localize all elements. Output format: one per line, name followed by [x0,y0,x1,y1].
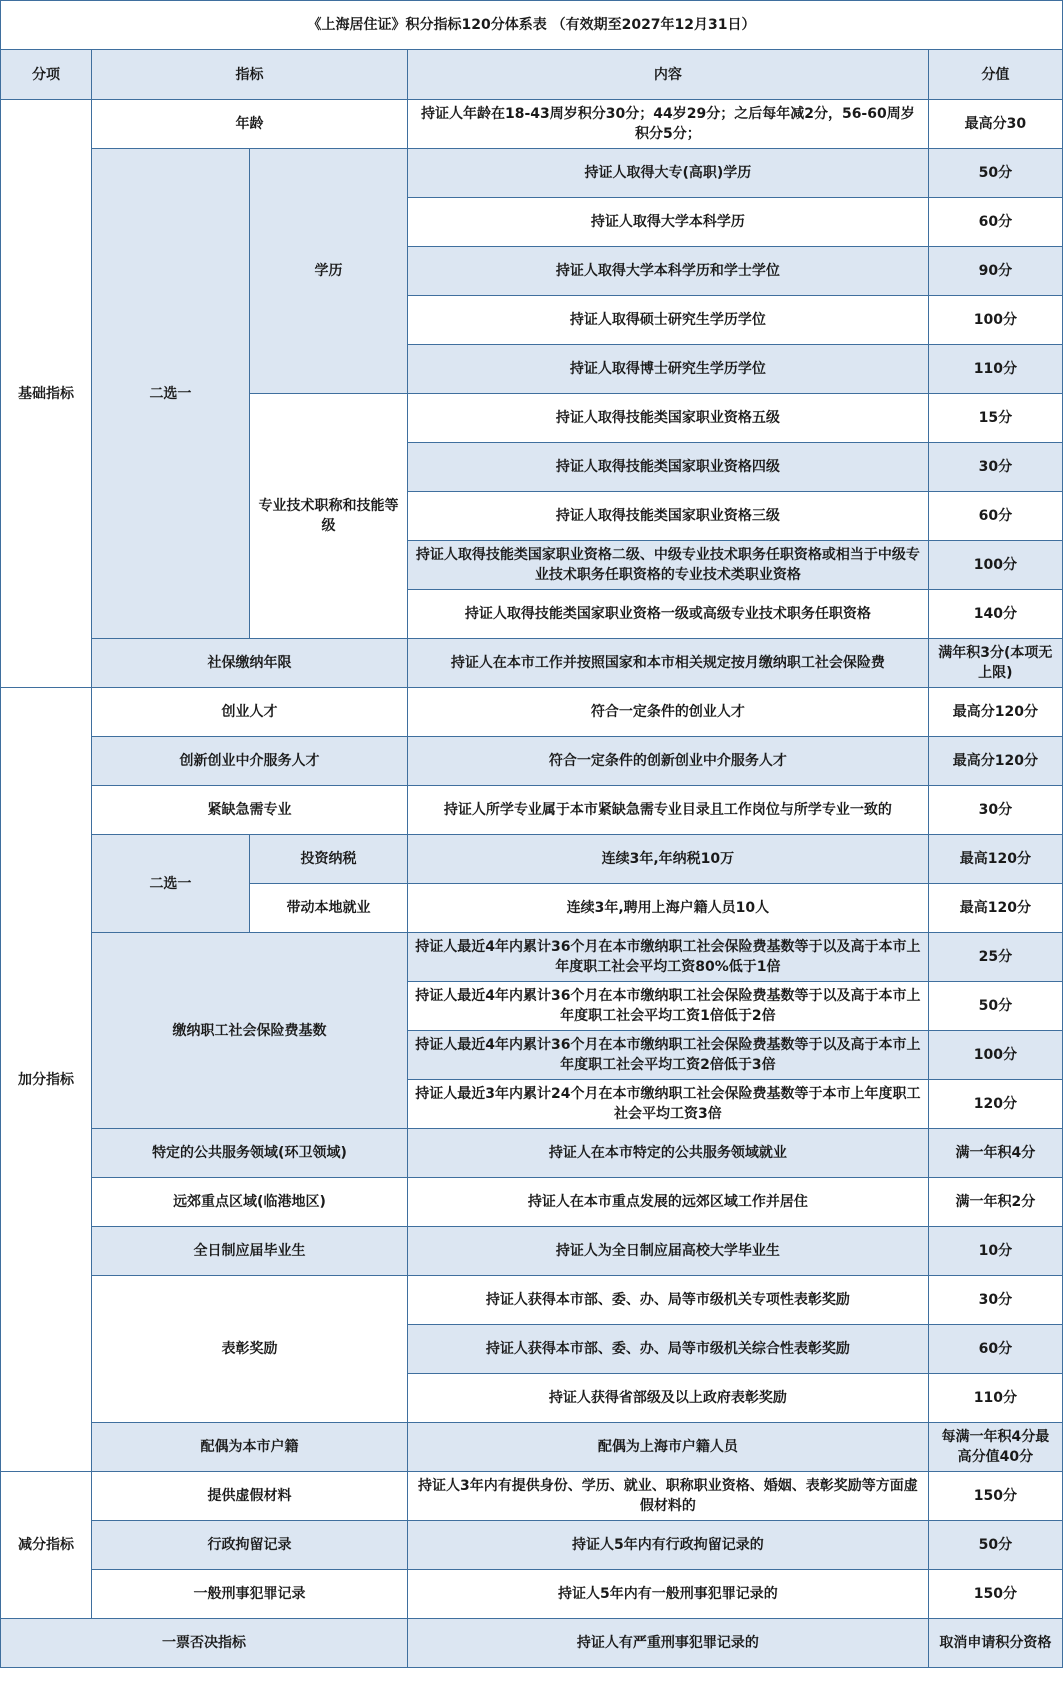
category-bonus: 加分指标 [1,688,92,1472]
score-cell: 满一年积2分 [928,1178,1062,1227]
content-cell: 持证人最近4年内累计36个月在本市缴纳职工社会保险费基数等于以及高于本市上年度职工社会平均工资2倍低于3倍 [408,1031,929,1080]
score-cell: 10分 [928,1227,1062,1276]
content-cell: 持证人在本市工作并按照国家和本市相关规定按月缴纳职工社会保险费 [408,639,929,688]
content-cell: 持证人获得本市部、委、办、局等市级机关专项性表彰奖励 [408,1276,929,1325]
table-title: 《上海居住证》积分指标120分体系表 （有效期至2027年12月31日） [1,1,1063,50]
indicator-social-insurance-years: 社保缴纳年限 [91,639,407,688]
score-cell: 50分 [928,982,1062,1031]
content-cell: 持证人取得技能类国家职业资格四级 [408,443,929,492]
table-row [1,786,1063,835]
score-cell: 90分 [928,247,1062,296]
table-row [1,835,1063,884]
content-cell: 持证人在本市重点发展的远郊区域工作并居住 [408,1178,929,1227]
content-cell: 持证人3年内有提供身份、学历、就业、职称职业资格、婚姻、表彰奖励等方面虚假材料的 [408,1472,929,1521]
indicator-insurance-base: 缴纳职工社会保险费基数 [91,933,407,1129]
table-row [1,1619,1063,1668]
table-row [1,639,1063,688]
indicator-shortage-major: 紧缺急需专业 [91,786,407,835]
score-cell: 最高120分 [928,884,1062,933]
score-cell: 最高分120分 [928,688,1062,737]
score-cell: 150分 [928,1472,1062,1521]
content-cell: 配偶为上海市户籍人员 [408,1423,929,1472]
indicator-investment: 投资纳税 [249,835,407,884]
table-row [1,149,1063,198]
indicator-false-material: 提供虚假材料 [91,1472,407,1521]
content-cell: 持证人最近4年内累计36个月在本市缴纳职工社会保险费基数等于以及高于本市上年度职工社会平均工资1倍低于2倍 [408,982,929,1031]
table-row [1,1423,1063,1472]
score-cell: 每满一年积4分最高分值40分 [928,1423,1062,1472]
table-row [1,1570,1063,1619]
indicator-education: 学历 [249,149,407,394]
score-cell: 110分 [928,345,1062,394]
content-cell: 符合一定条件的创业人才 [408,688,929,737]
content-cell: 持证人最近3年内累计24个月在本市缴纳职工社会保险费基数等于本市上年度职工社会平均工资3倍 [408,1080,929,1129]
content-cell: 持证人取得技能类国家职业资格一级或高级专业技术职务任职资格 [408,590,929,639]
indicator-criminal: 一般刑事犯罪记录 [91,1570,407,1619]
indicator-skills: 专业技术职称和技能等级 [249,394,407,639]
content-cell: 持证人为全日制应届高校大学毕业生 [408,1227,929,1276]
content-cell: 持证人所学专业属于本市紧缺急需专业目录且工作岗位与所学专业一致的 [408,786,929,835]
table-row [1,1276,1063,1325]
indicator-employment: 带动本地就业 [249,884,407,933]
score-age: 最高分30 [928,100,1062,149]
content-cell: 连续3年,年纳税10万 [408,835,929,884]
indicator-public-service: 特定的公共服务领域(环卫领域) [91,1129,407,1178]
indicator-spouse: 配偶为本市户籍 [91,1423,407,1472]
content-cell: 持证人最近4年内累计36个月在本市缴纳职工社会保险费基数等于以及高于本市上年度职工社会平均工资80%低于1倍 [408,933,929,982]
basic-choose-one: 二选一 [91,149,249,639]
content-cell: 持证人取得技能类国家职业资格五级 [408,394,929,443]
category-deduction: 减分指标 [1,1472,92,1619]
score-cell: 满年积3分(本项无上限) [928,639,1062,688]
score-cell: 100分 [928,1031,1062,1080]
content-cell: 符合一定条件的创新创业中介服务人才 [408,737,929,786]
score-cell: 60分 [928,1325,1062,1374]
score-cell: 最高120分 [928,835,1062,884]
indicator-veto: 一票否决指标 [1,1619,408,1668]
header-content: 内容 [408,50,929,100]
score-cell: 25分 [928,933,1062,982]
content-cell: 持证人取得大专(高职)学历 [408,149,929,198]
bonus-choose-one: 二选一 [91,835,249,933]
score-cell: 120分 [928,1080,1062,1129]
score-cell: 60分 [928,492,1062,541]
table-row [1,1521,1063,1570]
content-cell: 持证人取得博士研究生学历学位 [408,345,929,394]
indicator-detention: 行政拘留记录 [91,1521,407,1570]
score-cell: 100分 [928,296,1062,345]
category-basic: 基础指标 [1,100,92,688]
content-cell: 持证人获得本市部、委、办、局等市级机关综合性表彰奖励 [408,1325,929,1374]
content-age: 持证人年龄在18-43周岁积分30分；44岁29分；之后每年减2分，56-60周岁积分5分； [408,100,929,149]
table-row [1,933,1063,982]
table-row [1,1472,1063,1521]
content-cell: 持证人取得大学本科学历 [408,198,929,247]
score-cell: 50分 [928,149,1062,198]
table-row [1,737,1063,786]
content-cell: 持证人5年内有一般刑事犯罪记录的 [408,1570,929,1619]
content-cell: 连续3年,聘用上海户籍人员10人 [408,884,929,933]
indicator-entrepreneur: 创业人才 [91,688,407,737]
score-cell: 60分 [928,198,1062,247]
score-cell: 15分 [928,394,1062,443]
content-cell: 持证人获得省部级及以上政府表彰奖励 [408,1374,929,1423]
content-cell: 持证人取得硕士研究生学历学位 [408,296,929,345]
content-cell: 持证人取得技能类国家职业资格三级 [408,492,929,541]
table-row [1,1129,1063,1178]
score-cell: 30分 [928,1276,1062,1325]
content-cell: 持证人有严重刑事犯罪记录的 [408,1619,929,1668]
score-cell: 150分 [928,1570,1062,1619]
table-row [1,1178,1063,1227]
score-cell: 100分 [928,541,1062,590]
header-indicator: 指标 [91,50,407,100]
score-cell: 满一年积4分 [928,1129,1062,1178]
score-cell: 50分 [928,1521,1062,1570]
indicator-age: 年龄 [91,100,407,149]
score-cell: 30分 [928,443,1062,492]
header-score: 分值 [928,50,1062,100]
header-category: 分项 [1,50,92,100]
indicator-awards: 表彰奖励 [91,1276,407,1423]
indicator-suburb: 远郊重点区域(临港地区) [91,1178,407,1227]
score-cell: 30分 [928,786,1062,835]
content-cell: 持证人在本市特定的公共服务领域就业 [408,1129,929,1178]
content-cell: 持证人取得技能类国家职业资格二级、中级专业技术职务任职资格或相当于中级专业技术职务任职资格的专业技术类职业资格 [408,541,929,590]
score-cell: 140分 [928,590,1062,639]
table-row [1,100,1063,149]
score-cell: 最高分120分 [928,737,1062,786]
content-cell: 持证人取得大学本科学历和学士学位 [408,247,929,296]
table-row [1,688,1063,737]
score-cell: 110分 [928,1374,1062,1423]
content-cell: 持证人5年内有行政拘留记录的 [408,1521,929,1570]
score-cell: 取消申请积分资格 [928,1619,1062,1668]
table-row [1,1227,1063,1276]
indicator-intermediary: 创新创业中介服务人才 [91,737,407,786]
indicator-graduate: 全日制应届毕业生 [91,1227,407,1276]
